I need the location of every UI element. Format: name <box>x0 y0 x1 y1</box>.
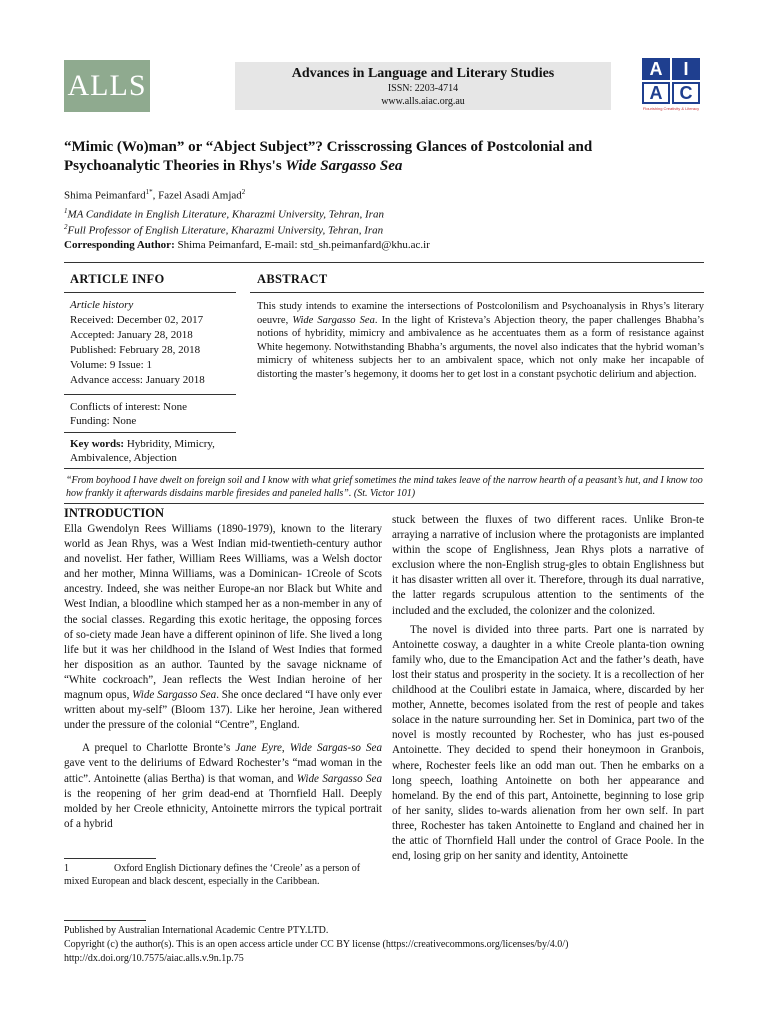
abstract-rule <box>250 292 704 293</box>
intro-paragraph-1 <box>64 522 382 733</box>
aiac-letter-a2: A <box>642 82 670 104</box>
aiac-letter-i: I <box>672 58 700 80</box>
divider-top <box>64 262 704 263</box>
published-date: Published: February 28, 2018 <box>70 344 201 356</box>
intro-p2-d: is the reopening of her grim dead-end at Thornfield Hall. Deeply molded by her Creole ethnicity, Antoinette mirrors the typical portrait of a hybrid <box>64 787 382 830</box>
authors <box>64 188 245 202</box>
author-1-mark: 1* <box>145 188 153 196</box>
intro-paragraph-3: stuck between the fluxes of two different races. Unlike Bron-te arraying a narrative of inclusion where the protagonists are implanted within the scope of Englishness, Jean Rhys plots a narrative of exclusion where the non-English strug-gles to obtain Englishness but it has disaster written all over it. Therefore, through its dual narrative, the latter regards scrupulous attention to the sentiments of the included and the excluded, the colonizer and the colonized. <box>392 514 704 617</box>
publisher-line: Published by Australian International Academic Centre PTY.LTD. <box>64 925 329 936</box>
intro-p2-italic1: Jane Eyre <box>235 742 282 755</box>
article-history <box>70 298 235 388</box>
author-1: Shima Peimanfard <box>64 189 146 202</box>
intro-p1-italic: Wide Sargasso Sea <box>132 689 217 702</box>
article-info-heading: ARTICLE INFO <box>70 272 165 286</box>
intro-p1-text: Ella Gwendolyn Rees Williams (1890-1979), known to the literary world as Jean Rhys, was a West Indian mid-twentieth-century author and novelist. Her father, William Rees Williams, was a Welsh doctor and her mother, Minna Williams, was a Dominican- 1Creole of Scots ancestry. Indeed, she was neither Europe-an nor Black but White and West Indian, a bloodline which stamped her as a non-member in any of the social classes. Regarding this exotic heritage, the opposing forces of so-ciety made Jean have a different opininon of life. She lived a long life but it was her childhood in the Island of West Indies that formed her disposition as an author. Taunted by the savage nickname of “White cockroach”, Jean reflects the West Indian heroine of her magnum opus, <box>64 523 382 702</box>
conflicts-rule <box>64 394 236 395</box>
intro-paragraph-4: The novel is divided into three parts. Part one is narrated by Antoinette cosway, a daughter in a white Creole planta-tion owning family who, due to the Emancipation Act and the father’s death, have lost their status and prosperity in the society. It is a recollection of her childhood at the Coulibri estate in Jamaica, where, discarded by her mother, Annette, becomes isolated from the rest of people and takes solace in the nature surrounding her. Set in Dominica, part two of the novel is mostly recounted by Rochester, who has just es-poused Antoinette. They decided to spend their honeymoon in Granbois, where, Rochester feels like an odd man out. Then he embarks on a long speech, loathing Antoinette on both her appearance and homeland. By the end of this part, Antoinette, beginning to lose grip of her sanity, slides to-wards alienation from her own self. In part three, Rochester has taken Antoinette to England and chained her in the attic of Thornfield Hall under the control of Grace Poole. In the end, losing grip on her sanity and identity, Antoinette <box>392 623 704 863</box>
affiliation-2-text: Full Professor of English Literature, Kharazmi University, Tehran, Iran <box>67 224 384 237</box>
journal-header <box>235 62 611 110</box>
aiac-letter-a1: A <box>642 58 670 80</box>
author-2: Fazel Asadi Amjad <box>158 189 242 202</box>
journal-issn: ISSN: 2203-4714 <box>387 83 459 94</box>
corresponding-text: Shima Peimanfard, E-mail: std_sh.peimanfard@khu.ac.ir <box>174 239 430 251</box>
volume-issue: Volume: 9 Issue: 1 <box>70 359 152 371</box>
footnote-number: 1 <box>64 863 69 874</box>
paper-title-line1: “Mimic (Wo)man” or “Abject Subject”? Crisscrossing Glances of Postcolonial and <box>64 139 593 155</box>
abstract-italic: Wide Sargasso Sea <box>292 314 375 326</box>
funding: Funding: None <box>70 415 137 427</box>
epigraph: “From boyhood I have dwelt on foreign soil and I know with what grief sometimes the mind takes leave of the narrow hearth of a peasant’s hut, and I know too how frankly it afterwards disdains marble firesides and paneled halls”. (St. Victor 101) <box>66 475 703 499</box>
keywords <box>70 437 235 465</box>
affiliation-1 <box>64 207 384 221</box>
corresponding-author <box>64 239 430 251</box>
intro-p2-c: gave vent to the deliriums of Edward Rochester’s “mad woman in the attic”. Antoinette (alias Bertha) is that woman, and <box>64 757 382 785</box>
footnote-rule <box>64 858 156 859</box>
history-label: Article history <box>70 299 134 311</box>
intro-p2-b: , <box>281 742 290 755</box>
journal-logo-text: ALLS <box>67 69 147 102</box>
intro-p1-end: . She once declared “I have only ever written about my-self” (Bloom 137). Like her heroine, Jean withered under the pressure of the colonial “Centre”, England. <box>64 689 382 732</box>
author-2-mark: 2 <box>241 188 246 196</box>
paper-title <box>64 138 704 176</box>
introduction-heading: INTRODUCTION <box>64 506 165 520</box>
advance-access: Advance access: January 2018 <box>70 374 205 386</box>
copyright-line: Copyright (c) the author(s). This is an open access article under CC BY license (https://creativecommons.org/licenses/by/4.0/) <box>64 939 569 950</box>
affiliation-2-mark: 2 <box>64 223 68 231</box>
accepted-date: Accepted: January 28, 2018 <box>70 329 193 341</box>
article-info-rule <box>64 292 236 293</box>
doi-link[interactable]: http://dx.doi.org/10.7575/aiac.alls.v.9n.1p.75 <box>64 953 244 964</box>
corresponding-label: Corresponding Author: <box>64 239 175 251</box>
publisher-info <box>64 924 704 966</box>
footnote-text: Oxford English Dictionary defines the ‘Creole’ as a person of mixed European and black descent, especially in the Caribbean. <box>64 863 361 887</box>
paper-title-line2 <box>64 157 704 176</box>
keywords-label: Key words: <box>70 438 125 450</box>
received-date: Received: December 02, 2017 <box>70 314 204 326</box>
abstract-part1: This study intends to examine the intersections of Postcolonilism and Psychoanalysis in Rhys’s literary oeuvre, <box>257 301 704 326</box>
conflicts-funding <box>70 400 187 428</box>
keywords-rule <box>64 432 236 433</box>
intro-p2-a: A prequel to Charlotte Bronte’s <box>82 742 236 755</box>
divider-epigraph-bottom <box>64 503 704 504</box>
journal-logo <box>64 60 150 112</box>
journal-url[interactable]: www.alls.aiac.org.au <box>381 96 465 107</box>
paper-title-prefix: Psychoanalytic Theories in Rhys's <box>64 158 286 174</box>
affiliation-1-mark: 1 <box>64 207 68 215</box>
intro-p2-italic2: Wide Sargas-so Sea <box>289 742 382 755</box>
aiac-letter-c: C <box>672 82 700 104</box>
abstract-part2: . In the light of Kristeva’s Abjection theory, the paper challenges Bhabha’s notions of hybridity, mimicry and ambivalence as he accentuates them as a form of resistance against White hegemony. Notwithstanding Bhabha’s arguments, the novel also indicates that the hybrid woman’s mimicry of whiteness subjects her to an ambivalent space, which not only make her incapable of distorting the master’s hegemony, it dooms her to get lost in a constant psychotic delirium and abjection. <box>257 314 704 380</box>
aiac-tagline: Flourishing Creativity & Literacy <box>642 106 700 111</box>
journal-title: Advances in Language and Literary Studies <box>291 66 555 81</box>
abstract-heading: ABSTRACT <box>257 272 328 286</box>
affiliation-2 <box>64 223 383 237</box>
aiac-logo <box>640 58 702 112</box>
affiliation-1-text: MA Candidate in English Literature, Kharazmi University, Tehran, Iran <box>67 208 384 221</box>
intro-paragraph-2 <box>64 741 382 832</box>
author-separator: , <box>152 189 159 202</box>
body-column-right <box>392 513 704 864</box>
divider-epigraph-top <box>64 468 704 469</box>
abstract-text <box>257 300 704 382</box>
conflicts-of-interest: Conflicts of interest: None <box>70 401 188 413</box>
publisher-rule <box>64 920 146 921</box>
body-column-left <box>64 522 382 832</box>
footnote <box>64 862 382 888</box>
keywords-text: Hybridity, Mimicry, Ambivalence, Abjection <box>70 438 215 464</box>
intro-p2-italic3: Wide Sargasso Sea <box>296 772 383 785</box>
paper-title-italic: Wide Sargasso Sea <box>285 158 403 174</box>
